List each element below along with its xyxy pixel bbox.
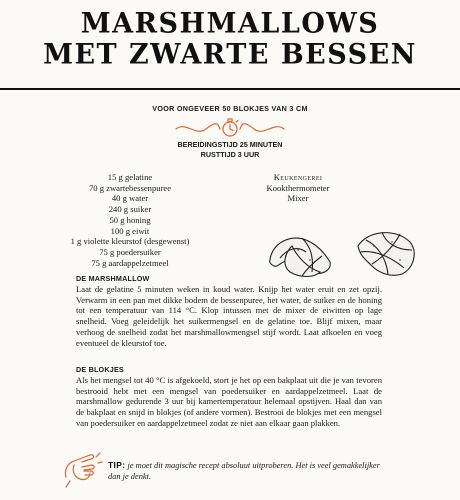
recipe-title bbox=[0, 8, 460, 70]
tip-box bbox=[108, 460, 388, 482]
ingredient-item: 50 g honing bbox=[109, 214, 151, 225]
ingredient-item: 100 g eiwit bbox=[110, 225, 150, 236]
equipment-heading: Keukengerei bbox=[273, 172, 323, 182]
recipe-title-line-2: MET ZWARTE BESSEN bbox=[43, 38, 417, 71]
rest-time: RUSTTIJD 3 UUR bbox=[200, 150, 260, 159]
yield-line: VOOR ONGEVEER 50 BLOKJES VAN 3 CM bbox=[152, 104, 308, 113]
ingredient-item: 75 g aardappelzetmeel bbox=[91, 257, 169, 268]
recipe-title-line-1: MARSHMALLOWS bbox=[80, 7, 380, 40]
ingredient-list bbox=[60, 172, 200, 268]
tip-label: TIP: bbox=[108, 460, 126, 470]
time-info bbox=[0, 140, 460, 160]
equipment-item: Kookthermometer bbox=[266, 182, 330, 193]
ingredient-item: 1 g violette kleurstof (desgewenst) bbox=[70, 236, 190, 247]
stopwatch-icon bbox=[172, 117, 288, 139]
section-heading-marshmallow: DE MARSHMALLOW bbox=[76, 274, 150, 283]
tip-text: je moet dit magische recept absoluut uitproberen. Het is veel gemakkelijker dan je denkt. bbox=[108, 461, 380, 481]
equipment-item: Mixer bbox=[287, 193, 309, 204]
ingredient-item: 15 g gelatine bbox=[107, 172, 153, 182]
ingredient-item: 40 g water bbox=[111, 193, 149, 204]
ingredient-item: 240 g suiker bbox=[108, 204, 152, 215]
pointing-hand-icon bbox=[60, 447, 104, 489]
equipment-list bbox=[238, 172, 358, 204]
ingredient-item: 75 g poedersuiker bbox=[99, 246, 161, 257]
ingredient-item: 70 g zwartebessenpuree bbox=[88, 182, 172, 193]
section-heading-blokjes: DE BLOKJES bbox=[76, 365, 124, 374]
prep-time: BEREIDINGSTIJD 25 MINUTEN bbox=[177, 140, 283, 149]
title-divider bbox=[0, 88, 460, 90]
section-text-blokjes: Als het mengsel tot 40 °C is afgekoeld, stort je het op een bakplaat uit die je van tevoren bestrooid hebt met een mengsel van poedersuiker en aardappelzetmeel. Laat de marshmallow gedurende 3 uur bij kamertemperatuur helemaal opstijven. Haal dan van de bakplaat en snijd in blokjes (of andere vormen). Bestrooi de blokjes met een mengsel van poedersuiker en aardappelzetmeel zodat ze niet aan elkaar gaan plakken. bbox=[76, 375, 382, 428]
marshmallow-twist-illustration bbox=[262, 216, 422, 288]
section-text-marshmallow: Laat de gelatine 5 minuten weken in koud water. Knijp het water eruit en zet opzij. Verwarm in een pan met dikke bodem de bessenpuree, het water, de suiker en de honing tot een temperatuur van 114 °C. Klop intussen met de mixer de eiwitten op lage snelheid. Voeg geleidelijk het suikermengsel en de gelatine toe. Blijf mixen, maar verhoog de snelheid zodat het marshmallowmengsel stijf wordt. Laat afkoelen en voeg eventueel de kleurstof toe. bbox=[76, 284, 382, 348]
